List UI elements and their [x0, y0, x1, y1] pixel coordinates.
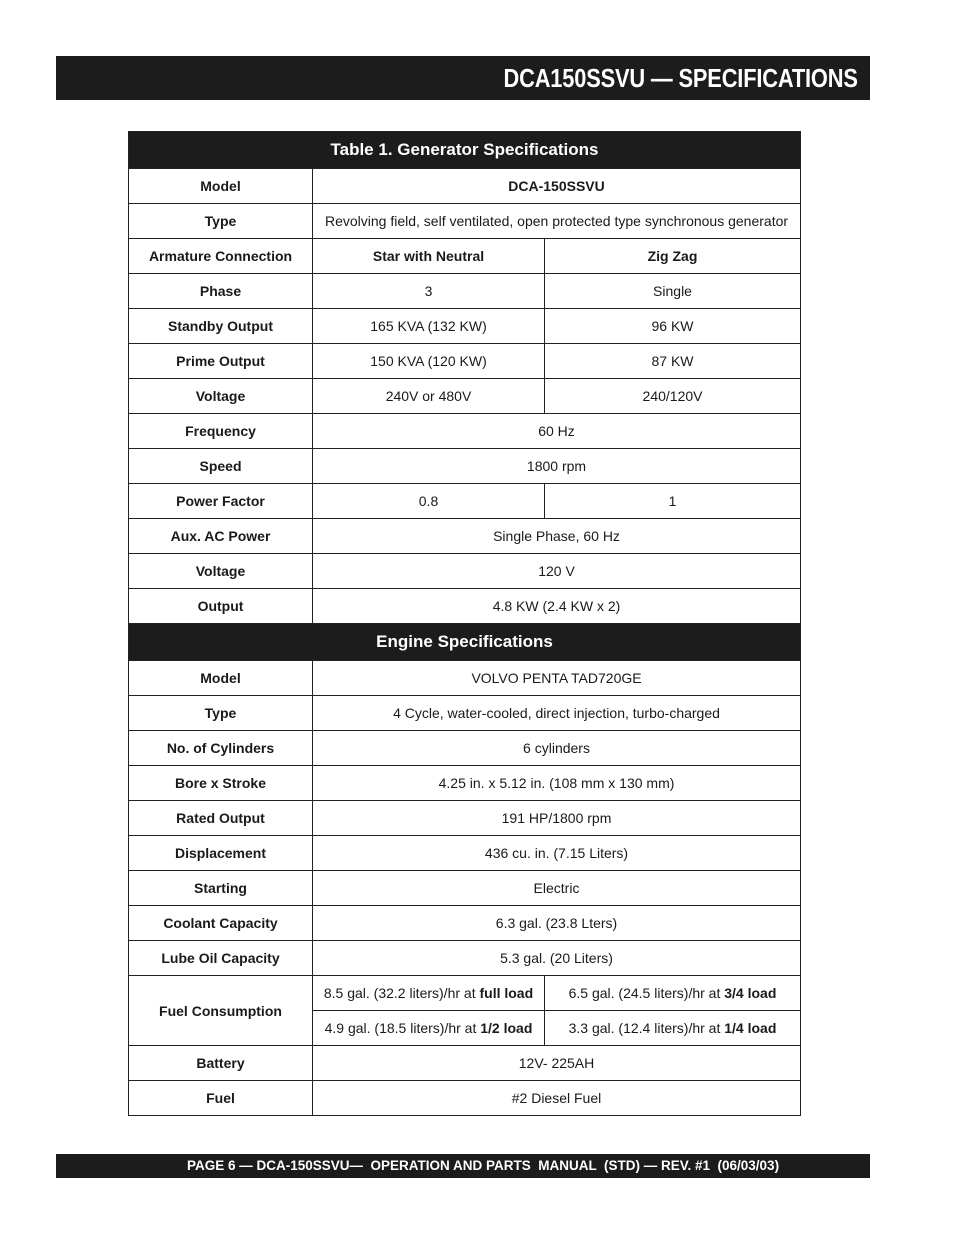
cell-value: Single — [545, 274, 801, 309]
armature-star-value: Star with Neutral — [313, 239, 545, 274]
cell-value: #2 Diesel Fuel — [313, 1081, 801, 1116]
cell-value: 436 cu. in. (7.15 Liters) — [313, 836, 801, 871]
row-label: Starting — [129, 871, 313, 906]
engine-section-title: Engine Specifications — [129, 624, 801, 661]
cell-value: 120 V — [313, 554, 801, 589]
table-row — [129, 519, 801, 554]
cell-value: 1 — [545, 484, 801, 519]
cell-value: 6.3 gal. (23.8 Lters) — [313, 906, 801, 941]
cell-value: 60 Hz — [313, 414, 801, 449]
load-level: 1/4 load — [724, 1020, 777, 1036]
page-footer-text: PAGE 6 — DCA-150SSVU— OPERATION AND PARTS MANUAL (STD) — REV. #1 (06/03/03) — [186, 1158, 780, 1173]
cell-value: 240/120V — [545, 379, 801, 414]
page-header-bar — [56, 56, 870, 100]
load-level: full load — [479, 985, 534, 1001]
table-row — [129, 1081, 801, 1116]
row-label: Model — [129, 661, 313, 696]
table-row — [129, 836, 801, 871]
row-label: Coolant Capacity — [129, 906, 313, 941]
generator-model-value: DCA-150SSVU — [313, 169, 801, 204]
row-label: Fuel — [129, 1081, 313, 1116]
cell-value: 191 HP/1800 rpm — [313, 801, 801, 836]
fuel-consumption-quarter-load — [545, 1011, 801, 1046]
row-label: Aux. AC Power — [129, 519, 313, 554]
row-label: Voltage — [129, 379, 313, 414]
table-row — [129, 589, 801, 624]
cell-value: 150 KVA (120 KW) — [313, 344, 545, 379]
row-label: Frequency — [129, 414, 313, 449]
table-row — [129, 204, 801, 239]
table-row — [129, 274, 801, 309]
cell-value: 5.3 gal. (20 Liters) — [313, 941, 801, 976]
fuel-consumption-three-quarter-load — [545, 976, 801, 1011]
cell-value: 4.9 gal. (18.5 liters)/hr at — [324, 1020, 481, 1036]
load-level: 1/2 load — [480, 1020, 533, 1036]
cell-value: 96 KW — [545, 309, 801, 344]
cell-value: 6.5 gal. (24.5 liters)/hr at — [568, 985, 725, 1001]
table-row — [129, 344, 801, 379]
fuel-consumption-half-load — [313, 1011, 545, 1046]
cell-value: VOLVO PENTA TAD720GE — [313, 661, 801, 696]
cell-value: 0.8 — [313, 484, 545, 519]
table-row — [129, 239, 801, 274]
armature-zigzag-value: Zig Zag — [545, 239, 801, 274]
row-label: No. of Cylinders — [129, 731, 313, 766]
table-row — [129, 414, 801, 449]
table-row — [129, 169, 801, 204]
table-row — [129, 871, 801, 906]
cell-value: 4.8 KW (2.4 KW x 2) — [313, 589, 801, 624]
row-label: Bore x Stroke — [129, 766, 313, 801]
cell-value: 240V or 480V — [313, 379, 545, 414]
cell-value: 1800 rpm — [313, 449, 801, 484]
row-label: Displacement — [129, 836, 313, 871]
fuel-consumption-full-load — [313, 976, 545, 1011]
row-label: Speed — [129, 449, 313, 484]
table-row — [129, 309, 801, 344]
table-row — [129, 379, 801, 414]
row-label: Standby Output — [129, 309, 313, 344]
load-level: 3/4 load — [724, 985, 777, 1001]
cell-value: Single Phase, 60 Hz — [313, 519, 801, 554]
row-label: Fuel Consumption — [129, 976, 313, 1046]
cell-value: 6 cylinders — [313, 731, 801, 766]
table-row — [129, 484, 801, 519]
table-row — [129, 766, 801, 801]
row-label: Type — [129, 696, 313, 731]
table-row — [129, 801, 801, 836]
row-label: Power Factor — [129, 484, 313, 519]
table-row — [129, 906, 801, 941]
table-row — [129, 941, 801, 976]
cell-value: 8.5 gal. (32.2 liters)/hr at — [323, 985, 480, 1001]
cell-value: 87 KW — [545, 344, 801, 379]
cell-value: 4.25 in. x 5.12 in. (108 mm x 130 mm) — [313, 766, 801, 801]
table-row — [129, 976, 801, 1011]
generator-table-title: Table 1. Generator Specifications — [129, 132, 801, 169]
cell-value: 4 Cycle, water-cooled, direct injection, turbo-charged — [313, 696, 801, 731]
table-row — [129, 731, 801, 766]
table-row — [129, 554, 801, 589]
row-label: Output — [129, 589, 313, 624]
row-label: Voltage — [129, 554, 313, 589]
cell-value: 165 KVA (132 KW) — [313, 309, 545, 344]
cell-value: 12V- 225AH — [313, 1046, 801, 1081]
cell-value: Electric — [313, 871, 801, 906]
row-label: Armature Connection — [129, 239, 313, 274]
table-row — [129, 696, 801, 731]
cell-value: 3.3 gal. (12.4 liters)/hr at — [568, 1020, 725, 1036]
row-label: Prime Output — [129, 344, 313, 379]
generator-section-header-row — [129, 132, 801, 169]
row-label: Phase — [129, 274, 313, 309]
row-label: Rated Output — [129, 801, 313, 836]
row-label: Lube Oil Capacity — [129, 941, 313, 976]
engine-section-header-row — [129, 624, 801, 661]
table-row — [129, 661, 801, 696]
specifications-table — [128, 131, 801, 1116]
cell-value: 3 — [313, 274, 545, 309]
row-label: Type — [129, 204, 313, 239]
page-footer-bar — [56, 1154, 870, 1178]
page-title: DCA150SSVU — SPECIFICATIONS — [503, 63, 858, 93]
row-label: Battery — [129, 1046, 313, 1081]
row-label: Model — [129, 169, 313, 204]
generator-type-value: Revolving field, self ventilated, open protected type synchronous generator — [313, 204, 801, 239]
table-row — [129, 1046, 801, 1081]
table-row — [129, 449, 801, 484]
